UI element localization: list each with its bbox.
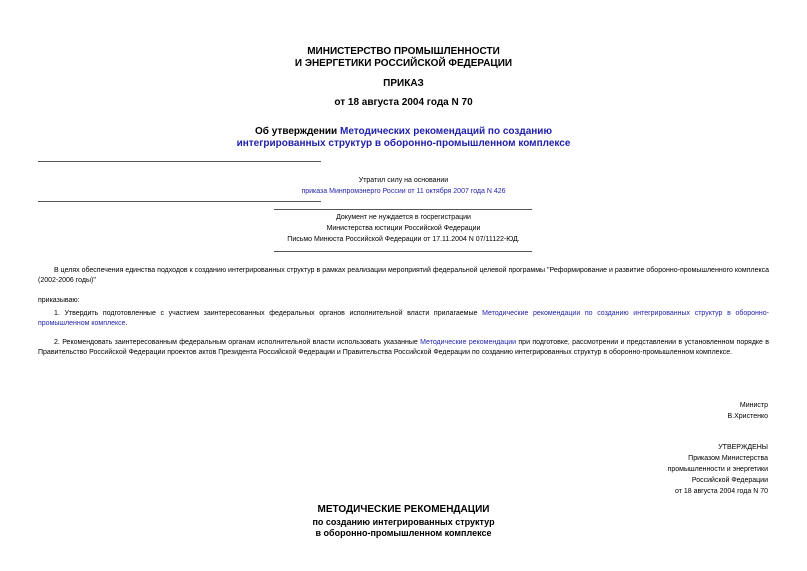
- title-link-line-2[interactable]: интегрированных структур в оборонно-промышленном комплексе: [236, 138, 571, 149]
- guidelines-link[interactable]: Методические рекомендации по созданию интегрированных структур в оборонно-промышленном комплексе: [38, 310, 769, 327]
- title-prefix: Об утверждении: [255, 126, 340, 137]
- paragraph-2-text: 2. Рекомендовать заинтересованным федеральным органам исполнительной власти использовать указанные: [54, 339, 421, 346]
- registration-line-2: Министерства юстиции Российской Федерации: [326, 225, 481, 232]
- annulled-note: [0, 186, 807, 197]
- order-word: приказываю:: [38, 297, 80, 304]
- paragraph-2-end: при подготовке, рассмотрении и представлении в установленном порядке в Правительство Российской Федерации проектов актов Президента Российской Федерации и Правительства Российской Федерации по созданию интегрированных структур в оборонно-промышленном комплексе.: [38, 339, 770, 356]
- paragraph-1: [38, 309, 769, 329]
- order-heading: ПРИКАЗ: [383, 78, 424, 89]
- guidelines-short-link[interactable]: Методические рекомендации: [420, 339, 517, 346]
- paragraph-2: [38, 338, 769, 358]
- document-title-line-2: [0, 138, 807, 150]
- approved-line-2: Приказом Министерства: [688, 455, 768, 462]
- registration-line-3: Письмо Минюста Российской Федерации от 17.11.2004 N 07/11122-ЮД.: [287, 236, 520, 243]
- order-date-number: от 18 августа 2004 года N 70: [334, 97, 473, 108]
- annulled-text: Утратил силу на основании: [358, 177, 449, 184]
- divider: [38, 161, 321, 162]
- ministry-line-1: МИНИСТЕРСТВО ПРОМЫШЛЕННОСТИ: [307, 46, 500, 57]
- divider: [274, 251, 532, 252]
- annulled-order-link[interactable]: приказа Минпромэнерго России от 11 октября 2007 года N 426: [301, 188, 506, 195]
- document-title-line-1: [0, 126, 807, 138]
- signature-name: В.Христенко: [727, 413, 768, 420]
- divider: [38, 201, 321, 202]
- approved-line-3: промышленности и энергетики: [667, 466, 768, 473]
- approved-line-4: Российской Федерации: [691, 477, 768, 484]
- paragraph-1-end: .: [125, 320, 128, 327]
- appendix-title-line-2: по созданию интегрированных структур: [312, 517, 495, 527]
- registration-line-1: Документ не нуждается в госрегистрации: [336, 214, 471, 221]
- appendix-title-line-3: в оборонно-промышленном комплексе: [315, 528, 492, 538]
- divider: [274, 209, 532, 210]
- intro-paragraph: В целях обеспечения единства подходов к созданию интегрированных структур в рамках реализации мероприятий федеральной целевой программы "Реформирование и развитие оборонно-промышленного комплекса (2002-2006 годы)": [38, 267, 769, 284]
- approved-line-1: УТВЕРЖДЕНЫ: [718, 444, 768, 451]
- ministry-line-2: И ЭНЕРГЕТИКИ РОССИЙСКОЙ ФЕДЕРАЦИИ: [294, 58, 513, 69]
- approved-line-5: от 18 августа 2004 года N 70: [674, 488, 768, 495]
- paragraph-1-text: 1. Утвердить подготовленные с участием заинтересованных федеральных органов исполнительной власти прилагаемые: [54, 310, 483, 317]
- signature-position: Министр: [739, 402, 768, 409]
- appendix-title-line-1: МЕТОДИЧЕСКИЕ РЕКОМЕНДАЦИИ: [317, 504, 490, 515]
- title-link-line-1[interactable]: Методических рекомендаций по созданию: [339, 126, 552, 137]
